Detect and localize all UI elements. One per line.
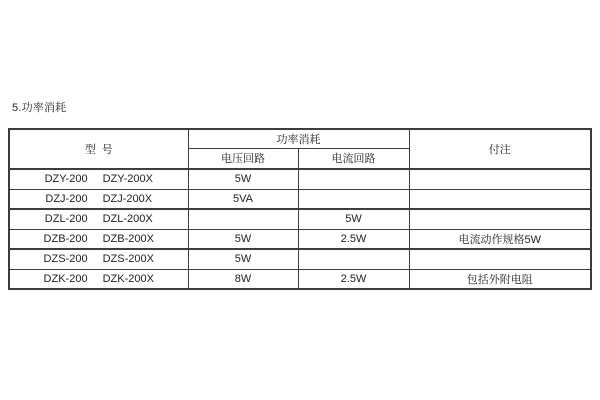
model-pair [12, 173, 186, 185]
header-current-circuit: 电流回路 [298, 148, 409, 169]
model-cell [9, 169, 188, 189]
note-cell [409, 209, 591, 229]
current-cell [298, 189, 409, 209]
model-name-x: DZY-200X [102, 173, 153, 186]
model-name-x: DZB-200X [102, 232, 154, 245]
header-voltage-circuit: 电压回路 [188, 148, 298, 169]
table-row [9, 209, 591, 229]
current-cell [298, 169, 409, 189]
model-cell [9, 209, 188, 229]
model-name-x: DZJ-200X [102, 192, 153, 205]
voltage-cell: 5W [188, 249, 298, 269]
voltage-cell: 8W [188, 269, 298, 289]
table-row [9, 229, 591, 249]
table-row [9, 269, 591, 289]
note-cell: 包括外附电阻 [409, 269, 591, 289]
current-cell: 2.5W [298, 229, 409, 249]
model-name: DZB-200 [43, 232, 88, 245]
model-pair [12, 233, 186, 245]
header-power-consumption: 功率消耗 [188, 129, 409, 148]
model-cell [9, 229, 188, 249]
model-cell [9, 269, 188, 289]
table-row [9, 169, 591, 189]
model-name: DZL-200 [44, 213, 88, 226]
model-pair [12, 193, 186, 205]
voltage-cell [188, 209, 298, 229]
current-cell: 2.5W [298, 269, 409, 289]
note-cell [409, 249, 591, 269]
model-name-x: DZS-200X [102, 253, 154, 266]
model-name: DZJ-200 [45, 192, 88, 205]
model-cell [9, 249, 188, 269]
current-cell: 5W [298, 209, 409, 229]
model-pair [12, 213, 186, 225]
power-consumption-table [8, 128, 592, 290]
section-title: 5.功率消耗 [12, 102, 67, 114]
model-pair [12, 253, 186, 265]
note-cell [409, 169, 591, 189]
table-row [9, 189, 591, 209]
model-name-x: DZK-200X [102, 272, 154, 285]
voltage-cell: 5VA [188, 189, 298, 209]
header-model: 型 号 [9, 129, 188, 169]
model-name-x: DZL-200X [102, 213, 153, 226]
header-row-top [9, 129, 591, 148]
voltage-cell: 5W [188, 169, 298, 189]
note-cell [409, 189, 591, 209]
model-name: DZS-200 [43, 253, 88, 266]
model-cell [9, 189, 188, 209]
note-cell: 电流动作规格5W [409, 229, 591, 249]
table-row [9, 249, 591, 269]
voltage-cell: 5W [188, 229, 298, 249]
model-pair [12, 273, 186, 285]
header-notes: 付注 [409, 129, 591, 169]
model-name: DZK-200 [43, 272, 88, 285]
model-name: DZY-200 [44, 173, 88, 186]
current-cell [298, 249, 409, 269]
